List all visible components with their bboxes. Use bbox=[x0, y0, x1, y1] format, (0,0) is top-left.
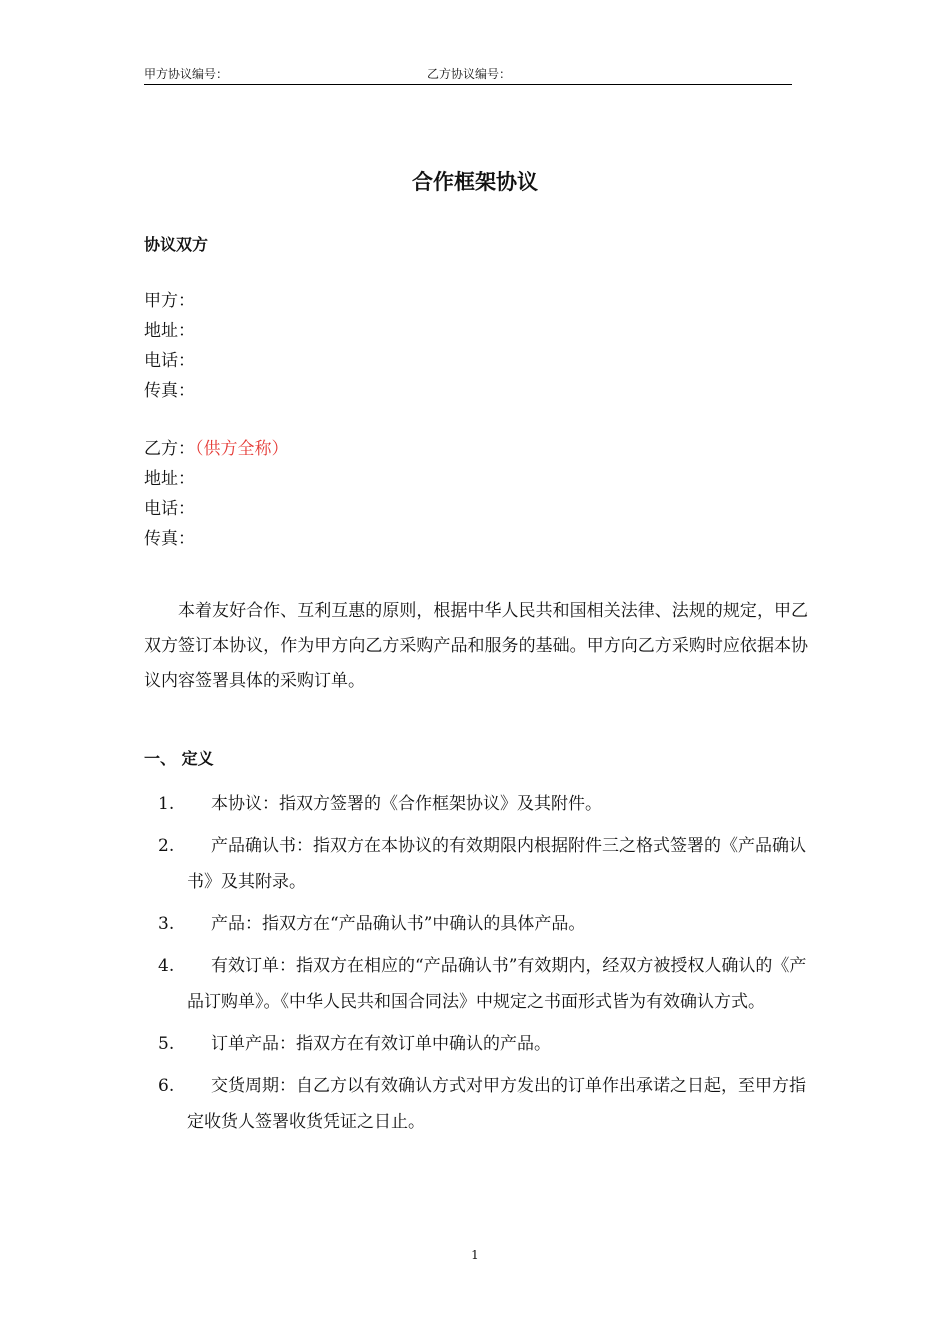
definition-text: 本协议：指双方签署的《合作框架协议》及其附件。 bbox=[211, 794, 602, 814]
party-b-agreement-no: 乙方协议编号： bbox=[427, 67, 512, 81]
party-b-name-label: 乙方： bbox=[144, 439, 195, 459]
definitions-list bbox=[144, 786, 808, 1146]
definition-item bbox=[144, 786, 808, 822]
party-b-name-row bbox=[144, 434, 289, 464]
definition-item bbox=[144, 1068, 808, 1140]
definition-number: 4. bbox=[158, 956, 175, 976]
party-a-address: 地址： bbox=[144, 321, 195, 341]
party-b-phone: 电话： bbox=[144, 499, 195, 519]
party-a-name-label: 甲方： bbox=[144, 291, 195, 311]
party-a-agreement-no: 甲方协议编号： bbox=[144, 67, 229, 81]
definition-number: 2. bbox=[158, 836, 175, 856]
party-a-phone: 电话： bbox=[144, 351, 195, 371]
section-1-heading: 一、 定义 bbox=[144, 749, 214, 768]
definition-number: 3. bbox=[158, 914, 175, 934]
definition-text: 交货周期：自乙方以有效确认方式对甲方发出的订单作出承诺之日起，至甲方指定收货人签署收货凭证之日止。 bbox=[187, 1076, 806, 1132]
definition-number: 1. bbox=[158, 794, 175, 814]
definition-text: 有效订单：指双方在相应的“产品确认书”有效期内，经双方被授权人确认的《产品订购单》。《中华人民共和国合同法》中规定之书面形式皆为有效确认方式。 bbox=[187, 956, 807, 1012]
definition-item bbox=[144, 828, 808, 900]
parties-heading: 协议双方 bbox=[144, 235, 209, 254]
definition-number: 5. bbox=[158, 1034, 175, 1054]
party-a-fax: 传真： bbox=[144, 381, 195, 401]
party-b-name-placeholder: （供方全称） bbox=[195, 439, 289, 459]
definition-text: 产品：指双方在“产品确认书”中确认的具体产品。 bbox=[211, 914, 586, 934]
page-number: 1 bbox=[471, 1248, 479, 1262]
definition-number: 6. bbox=[158, 1076, 175, 1096]
definition-text: 订单产品：指双方在有效订单中确认的产品。 bbox=[211, 1034, 551, 1054]
page-header bbox=[144, 66, 792, 85]
party-b-address: 地址： bbox=[144, 469, 195, 489]
intro-paragraph: 本着友好合作、互利互惠的原则，根据中华人民共和国相关法律、法规的规定，甲乙双方签订本协议，作为甲方向乙方采购产品和服务的基础。甲方向乙方采购时应依据本协议内容签署具体的采购订单。 bbox=[144, 601, 808, 691]
party-b-block bbox=[144, 434, 289, 554]
party-b-fax: 传真： bbox=[144, 529, 195, 549]
definition-item bbox=[144, 1026, 808, 1062]
definition-text: 产品确认书：指双方在本协议的有效期限内根据附件三之格式签署的《产品确认书》及其附录。 bbox=[187, 836, 806, 892]
party-a-block bbox=[144, 286, 195, 406]
definition-item bbox=[144, 948, 808, 1020]
definition-item bbox=[144, 906, 808, 942]
document-title: 合作框架协议 bbox=[412, 170, 538, 194]
